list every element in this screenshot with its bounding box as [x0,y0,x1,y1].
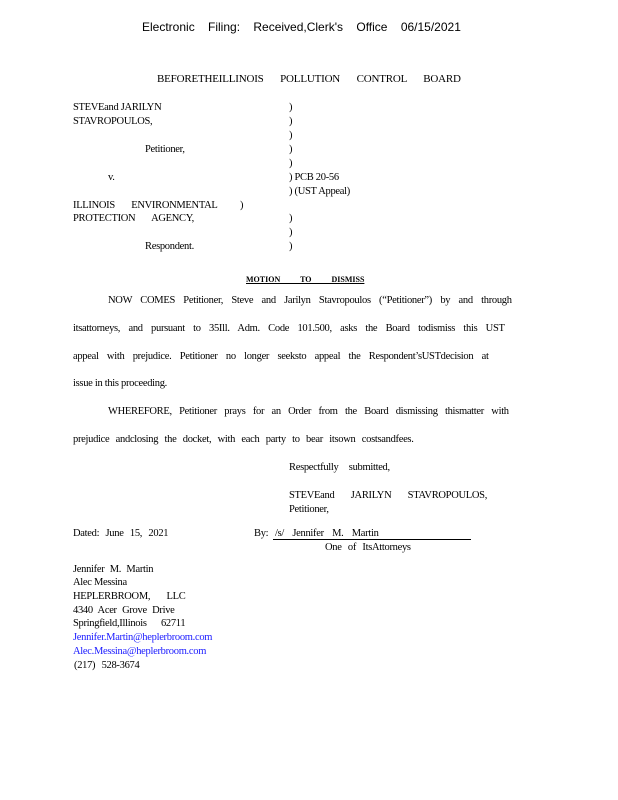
by-label: By: [254,528,269,539]
respondent-name-line2: PROTECTION AGENCY, [73,213,194,224]
paragraph-1-line-3: appeal with prejudice. Petitioner no longer seeksto appeal the Respondent’sUSTdecision at [73,351,489,362]
email-link-2[interactable]: Alec.Messina@heplerbroom.com [73,646,207,657]
paragraph-2-line-2: prejudice andclosing the docket, with each party to bear itsown costsandfees. [73,434,414,445]
email-link-1[interactable]: Jennifer.Martin@heplerbroom.com [73,632,213,643]
paragraph-1-line-1: NOW COMES Petitioner, Steve and Jarilyn Stavropoulos (“Petitioner”) by and through [108,295,512,306]
firm-city: Springfield,Illinois 62711 [73,618,186,629]
court-title: BEFORETHEILLINOIS POLLUTION CONTROL BOARD [157,73,461,85]
date-line: Dated: June 15, 2021 [73,528,169,539]
versus: v. [108,172,115,183]
case-type: ) (UST Appeal) [289,186,350,197]
signing-party: STEVEand JARILYN STAVROPOULOS, [289,490,488,501]
firm-phone: (217) 528-3674 [74,660,140,671]
firm-street: 4340 Acer Grove Drive [73,605,175,616]
respondent-role: Respondent. [145,241,194,252]
paren-7: ) [289,227,293,238]
paragraph-2-line-1: WHEREFORE, Petitioner prays for an Order from the Board dismissing thismatter with [108,406,509,417]
closing: Respectfully submitted, [289,462,390,473]
paragraph-1-line-4: issue in this proceeding. [73,378,167,389]
respondent-name-line1: ILLINOIS ENVIRONMENTAL [73,200,218,211]
signature-capacity: One of ItsAttorneys [325,542,411,553]
law-firm: HEPLERBROOM, LLC [73,591,186,602]
paragraph-1-line-2: itsattorneys, and pursuant to 35Ill. Adm. Code 101.500, asks the Board todismiss this UST [73,323,505,334]
attorney-name-1: Jennifer M. Martin [73,564,154,575]
electronic-signature: /s/ Jennifer M. Martin [275,528,379,539]
paren-6: ) [289,213,293,224]
paren-2: ) [289,116,293,127]
petitioner-role: Petitioner, [145,144,185,155]
filing-stamp: Electronic Filing: Received,Clerk's Office 06/15/2021 [142,20,461,34]
paren-5: ) [289,158,293,169]
paren-3: ) [289,130,293,141]
petitioner-name-line1: STEVEand JARILYN [73,102,162,113]
attorney-name-2: Alec Messina [73,577,127,588]
case-number: ) PCB 20-56 [289,172,339,183]
paren-1: ) [289,102,293,113]
signing-party-role: Petitioner, [289,504,329,515]
motion-heading: MOTION TO DISMISS [246,275,365,284]
paren-8: ) [289,241,293,252]
petitioner-name-line2: STAVROPOULOS, [73,116,153,127]
respondent-paren: ) [240,200,244,211]
signature-line [273,539,471,540]
paren-4: ) [289,144,293,155]
